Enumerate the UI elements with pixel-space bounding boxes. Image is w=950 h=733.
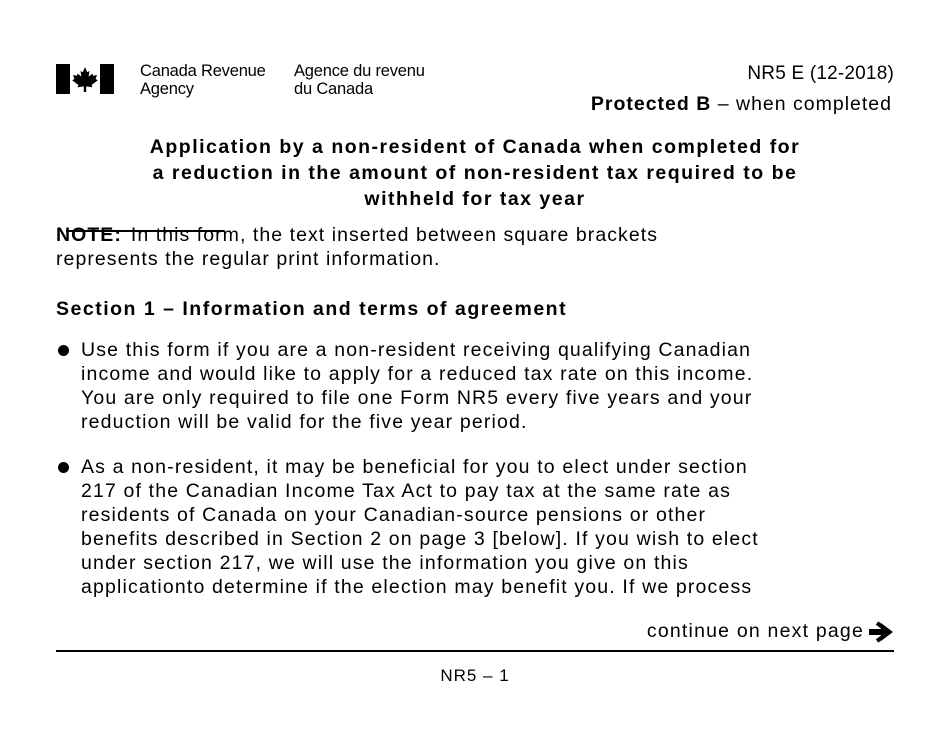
bullet-icon xyxy=(58,462,69,473)
form-code: NR5 E (12-2018) xyxy=(747,63,894,84)
title-line: withheld for tax year xyxy=(364,188,586,210)
list-item-text xyxy=(81,338,896,434)
title-line: a reduction in the amount of non-resident tax required to be xyxy=(152,162,798,184)
continue-label: continue on next page xyxy=(646,620,864,642)
text-line: under section 217, we will use the information you give on this xyxy=(81,552,689,574)
text-line: Use this form if you are a non-resident receiving qualifying Canadian xyxy=(81,339,752,361)
agency-name-english xyxy=(140,63,266,98)
text-line: benefits described in Section 2 on page 3 [below]. If you wish to elect xyxy=(81,528,759,550)
protected-suffix: – when completed xyxy=(711,93,892,115)
footer-divider xyxy=(56,650,894,652)
note-label: NOTE: xyxy=(56,224,122,246)
agency-en-line: Agency xyxy=(140,79,194,98)
agency-fr-line: Agence du revenu xyxy=(294,62,425,80)
text-line: income and would like to apply for a reduced tax rate on this income. xyxy=(81,363,754,385)
agency-name-french xyxy=(294,63,425,98)
protected-label: Protected B xyxy=(590,93,712,115)
note-paragraph xyxy=(56,223,896,271)
note-line: In this form, the text inserted between square brackets xyxy=(130,224,658,246)
list-item xyxy=(56,338,896,434)
text-line: 217 of the Canadian Income Tax Act to pay tax at the same rate as xyxy=(81,480,731,502)
form-title xyxy=(56,134,894,232)
text-line: applicationto determine if the election may benefit you. If we process xyxy=(81,576,753,598)
text-line: reduction will be valid for the five year period. xyxy=(81,411,528,433)
agency-en-line: Canada Revenue xyxy=(140,62,266,80)
text-line: residents of Canada on your Canadian-source pensions or other xyxy=(81,504,707,526)
section-heading: Section 1 – Information and terms of agreement xyxy=(56,298,568,320)
bullet-icon xyxy=(58,345,69,356)
page-number: NR5 – 1 xyxy=(440,666,510,685)
right-arrow-icon xyxy=(868,621,894,643)
note-line: represents the regular print information. xyxy=(56,248,441,270)
text-line: As a non-resident, it may be beneficial for you to elect under section xyxy=(81,456,748,478)
title-line: Application by a non-resident of Canada when completed for xyxy=(149,136,801,158)
continue-link[interactable] xyxy=(647,620,894,643)
canada-flag-icon xyxy=(56,64,114,94)
text-line: You are only required to file one Form NR5 every five years and your xyxy=(81,387,753,409)
protected-notice xyxy=(591,93,892,116)
list-item xyxy=(56,455,896,599)
agency-fr-line: du Canada xyxy=(294,79,373,98)
list-item-text xyxy=(81,455,896,599)
